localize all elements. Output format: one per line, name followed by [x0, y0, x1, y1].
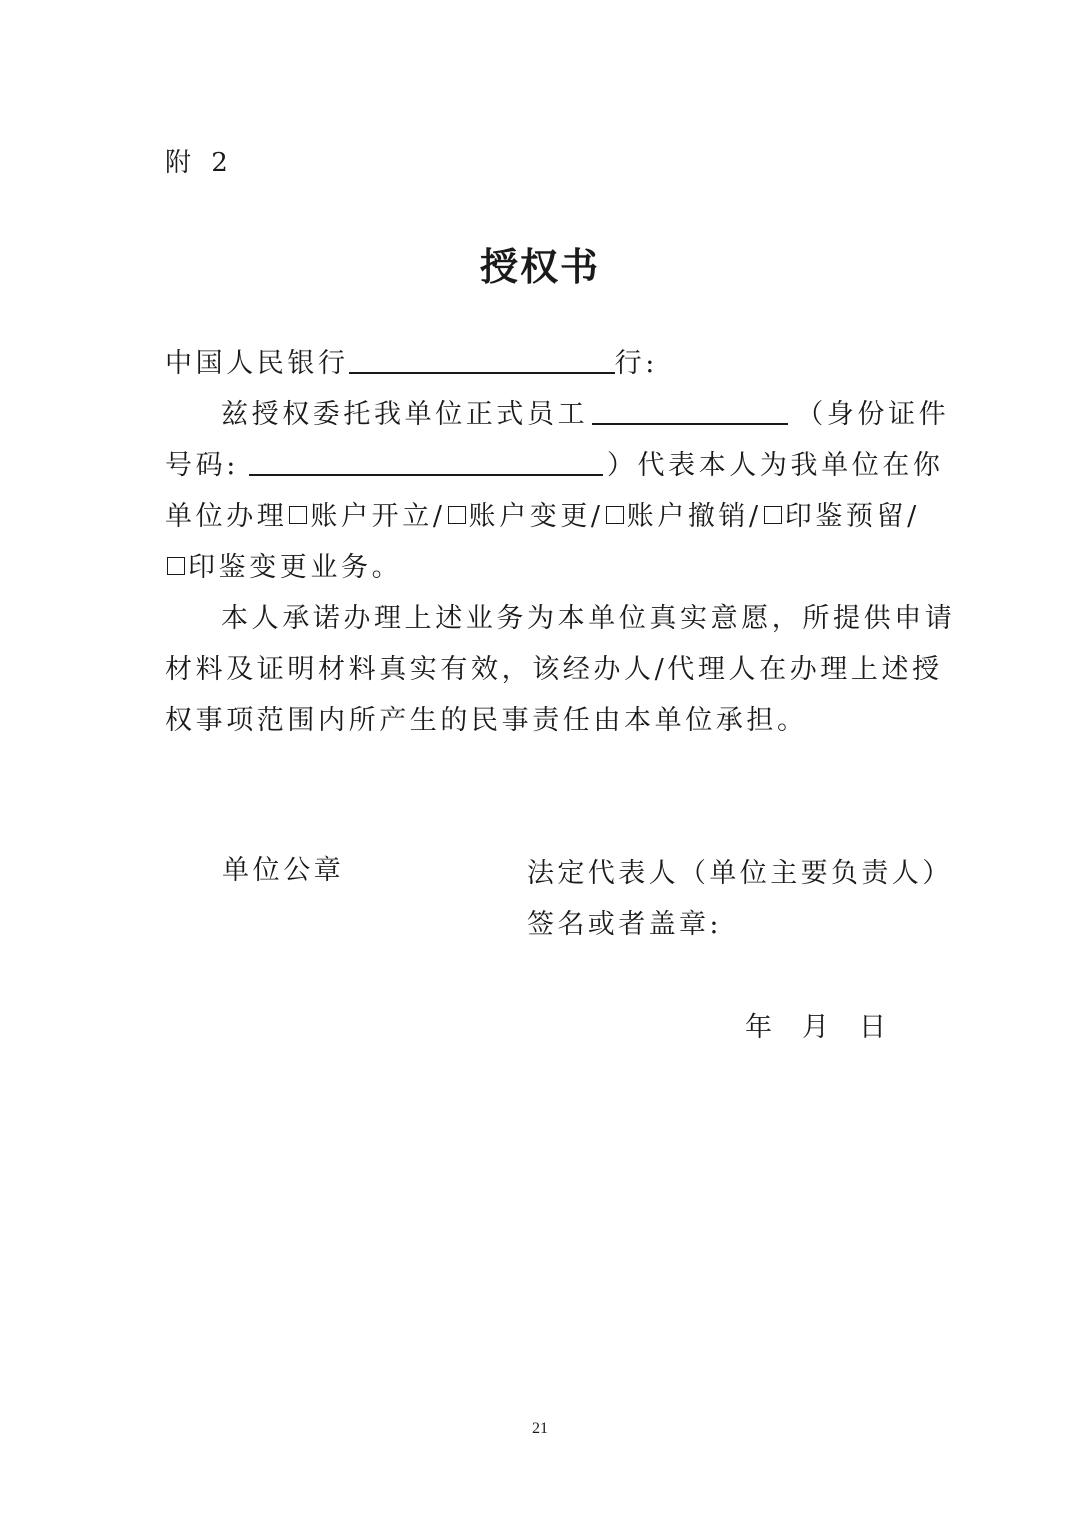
- id-number-blank[interactable]: [249, 440, 603, 476]
- document-title: 授权书: [479, 245, 600, 289]
- separator: /: [590, 501, 604, 532]
- authorization-line-2: [165, 440, 944, 491]
- checkbox-seal-change[interactable]: [167, 557, 185, 575]
- authorization-line-4: [165, 542, 925, 593]
- id-label-start: （身份证件: [796, 399, 950, 430]
- checkbox-account-open[interactable]: [289, 506, 307, 524]
- checkbox-account-close[interactable]: [606, 506, 624, 524]
- authorization-line-3: [165, 491, 925, 542]
- attachment-label: 附 2: [165, 148, 234, 178]
- authorization-text: 兹授权委托我单位正式员工: [221, 399, 589, 430]
- option-account-change: 账户变更: [468, 501, 591, 532]
- addressee-suffix: 行:: [614, 348, 658, 379]
- handle-text: 单位办理: [165, 501, 288, 532]
- legal-rep-label: 法定代表人（单位主要负责人）: [527, 858, 953, 889]
- id-number-label: 号码:: [165, 450, 239, 481]
- date-day: 日: [859, 1012, 886, 1043]
- commitment-line-1: 本人承诺办理上述业务为本单位真实意愿，所提供申请: [221, 603, 956, 634]
- authorization-line-1: [165, 389, 950, 440]
- branch-name-blank[interactable]: [349, 338, 615, 374]
- legal-rep-block: [527, 848, 953, 950]
- date-line: [745, 1005, 886, 1044]
- checkbox-account-change[interactable]: [448, 506, 466, 524]
- sign-or-seal-label: 签名或者盖章:: [527, 909, 722, 940]
- commitment-line-3: 权事项范围内所产生的民事责任由本单位承担。: [165, 705, 808, 736]
- addressee-prefix: 中国人民银行: [165, 348, 349, 379]
- document-body: [165, 338, 956, 746]
- option-account-open: 账户开立: [310, 501, 433, 532]
- option-account-close: 账户撤销: [626, 501, 750, 532]
- addressee-line: [165, 338, 925, 389]
- separator: /: [432, 501, 446, 532]
- date-year: 年: [745, 1012, 772, 1043]
- commitment-line-2: 材料及证明材料真实有效，该经办人/代理人在办理上述授: [165, 654, 943, 685]
- separator: /: [749, 501, 762, 532]
- authorization-tail: ）代表本人为我单位在你: [606, 450, 944, 481]
- unit-seal-label: 单位公章: [222, 855, 345, 886]
- option-seal-change: 印鉴变更业务。: [188, 552, 403, 583]
- date-month: 月: [802, 1012, 829, 1043]
- separator: /: [907, 501, 920, 532]
- page-number: 21: [532, 1420, 548, 1437]
- employee-name-blank[interactable]: [592, 389, 788, 425]
- checkbox-seal-reserve[interactable]: [764, 506, 782, 524]
- option-seal-reserve: 印鉴预留: [784, 501, 908, 532]
